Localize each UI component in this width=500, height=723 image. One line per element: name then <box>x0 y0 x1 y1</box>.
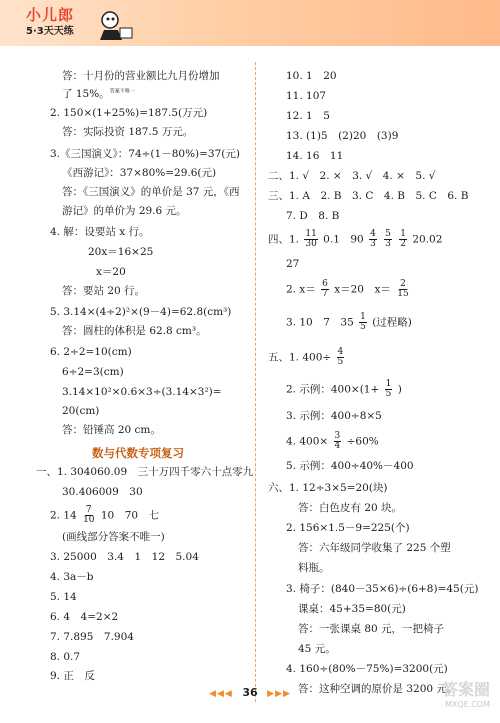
fraction: $\frac{3}{4}$ <box>334 431 341 451</box>
text-line: 7. D 8. B <box>286 210 340 222</box>
text-line: 6÷2=3(cm) <box>62 366 124 378</box>
text-line: 答：白色皮有 20 块。 <box>298 502 403 514</box>
text-line: 答：要站 20 行。 <box>62 285 146 297</box>
fraction: $\frac{1}{5}$ <box>360 312 366 332</box>
text-line: 7. 7.895 7.904 <box>50 631 134 643</box>
fraction: $\frac{11}{30}$ <box>305 229 317 249</box>
brand-logo <box>26 6 136 42</box>
text-line: 45 元。 <box>298 643 336 655</box>
text-line: x＝20 <box>96 266 126 278</box>
text-line: 料瓶。 <box>298 562 330 574</box>
text-line: 答：实际投资 187.5 万元。 <box>62 126 194 138</box>
text-line: 5. 示例：400÷40%－400 <box>286 460 414 472</box>
fraction: $\frac{1}{2}$ <box>400 229 406 249</box>
section-title: 数与代数专项复习 <box>92 446 184 460</box>
text-line: 27 <box>286 258 300 270</box>
text-line: 20(cm) <box>62 405 100 417</box>
text-line: 了 15%。$^{答案不唯一}$ <box>62 88 135 100</box>
text-line: 14. 16 11 <box>286 150 344 162</box>
text-line: 13. (1)5 (2)20 (3)9 <box>286 130 399 142</box>
text-line: 四、1. $\frac{11}{30}$ 0.1 90 $\frac{4}{3}$ $\frac{5}{3}$ $\frac{1}{2}$ 20.02 <box>268 229 443 249</box>
text-line: 答：十月份的营业额比九月份增加 <box>62 70 220 82</box>
fraction: $\frac{6}{7}$ <box>322 279 328 299</box>
text-line: 2. 150×(1+25%)=187.5(万元) <box>50 107 208 119</box>
text-line: 游记》的单价为 29.6 元。 <box>62 205 187 217</box>
brand-title: 小儿郎 <box>26 6 75 24</box>
text-line: 6. 2÷2=10(cm) <box>50 346 132 358</box>
text-line: 答：铅锤高 20 cm。 <box>62 424 161 436</box>
text-line: 3. 示例：400÷8×5 <box>286 410 382 422</box>
left-arrows-icon: ◀◀◀ <box>209 689 233 699</box>
text-line: 11. 107 <box>286 90 327 102</box>
page-number: 36 <box>242 686 258 699</box>
text-line: 3. 10 7 35 $\frac{1}{5}$ (过程略) <box>286 312 412 332</box>
text-line: 答：一张课桌 80 元，一把椅子 <box>298 623 445 635</box>
text-line: 6. 4 4=2×2 <box>50 611 119 623</box>
text-line: 4. 3a－b <box>50 571 94 583</box>
watermark: 答案圈 MXQE.COM <box>441 680 490 709</box>
mascot-icon <box>96 8 136 42</box>
text-line: 答：这种空调的原价是 3200 元。 <box>298 683 458 695</box>
text-line: 一、1. 304060.09 三十万四千零六十点零九 <box>36 466 254 478</box>
text-line: 五、1. 400÷ $\frac{4}{5}$ <box>268 347 344 367</box>
text-line: 4. 400× $\frac{3}{4}$ ÷60% <box>286 431 379 451</box>
text-line: 答：圆柱的体积是 62.8 cm³。 <box>62 325 207 337</box>
text-line: 4. 解：设要站 x 行。 <box>50 226 150 238</box>
text-line: 课桌：45+35=80(元) <box>298 603 406 615</box>
text-line: 30.406009 30 <box>62 486 143 498</box>
fraction: $\frac{4}{3}$ <box>370 229 376 249</box>
text-line: 3.《三国演义》：74÷(1－80%)=37(元) <box>50 148 240 160</box>
text-line: 六、1. 12÷3×5=20(块) <box>268 482 388 494</box>
text-line: 3. 椅子：(840－35×6)÷(6+8)=45(元) <box>286 583 479 595</box>
text-line: 4. 160÷(80%－75%)=3200(元) <box>286 663 448 675</box>
fraction: $\frac{5}{3}$ <box>385 229 391 249</box>
text-line: 5. 3.14×(4÷2)²×(9－4)=62.8(cm³) <box>50 306 232 318</box>
text-line: 2. x＝ $\frac{6}{7}$ x＝20 x＝ $\frac{2}{15}$ <box>286 279 409 299</box>
text-line: 9. 正 反 <box>50 670 95 682</box>
text-line: 2. 示例：400×(1+ $\frac{1}{5}$ ) <box>286 379 402 399</box>
text-line: 20x＝16×25 <box>88 246 154 258</box>
text-line: 3. 25000 3.4 1 12 5.04 <box>50 551 199 563</box>
column-divider <box>255 62 256 702</box>
text-line: 2. 156×1.5－9=225(个) <box>286 522 410 534</box>
right-arrows-icon: ▶▶▶ <box>267 689 291 699</box>
text-line: 2. 14 $\frac{7}{10}$ 10 70 七 <box>50 505 160 525</box>
text-line: (画线部分答案不唯一) <box>62 531 165 543</box>
text-line: 3.14×10²×0.6×3÷(3.14×3²)= <box>62 386 222 398</box>
text-line: 答：《三国演义》的单价是 37 元，《西 <box>62 186 240 198</box>
text-line: 《西游记》：37×80%=29.6(元) <box>62 167 217 179</box>
text-line: 二、1. √ 2. × 3. √ 4. × 5. √ <box>268 170 436 182</box>
text-line: 5. 14 <box>50 591 77 603</box>
header-banner <box>0 0 500 46</box>
text-line: 12. 1 5 <box>286 110 330 122</box>
fraction: $\frac{2}{15}$ <box>397 279 409 299</box>
fraction: $\frac{4}{5}$ <box>337 347 344 367</box>
fraction: $\frac{1}{5}$ <box>385 379 392 399</box>
brand-subtitle: 5·3天天练 <box>26 26 74 37</box>
text-line: 三、1. A 2. B 3. C 4. B 5. C 6. B <box>268 190 469 202</box>
text-line: 答：六年级同学收集了 225 个塑 <box>298 542 451 554</box>
text-line: 8. 0.7 <box>50 651 81 663</box>
fraction: $\frac{7}{10}$ <box>83 505 95 525</box>
text-line: 10. 1 20 <box>286 70 337 82</box>
